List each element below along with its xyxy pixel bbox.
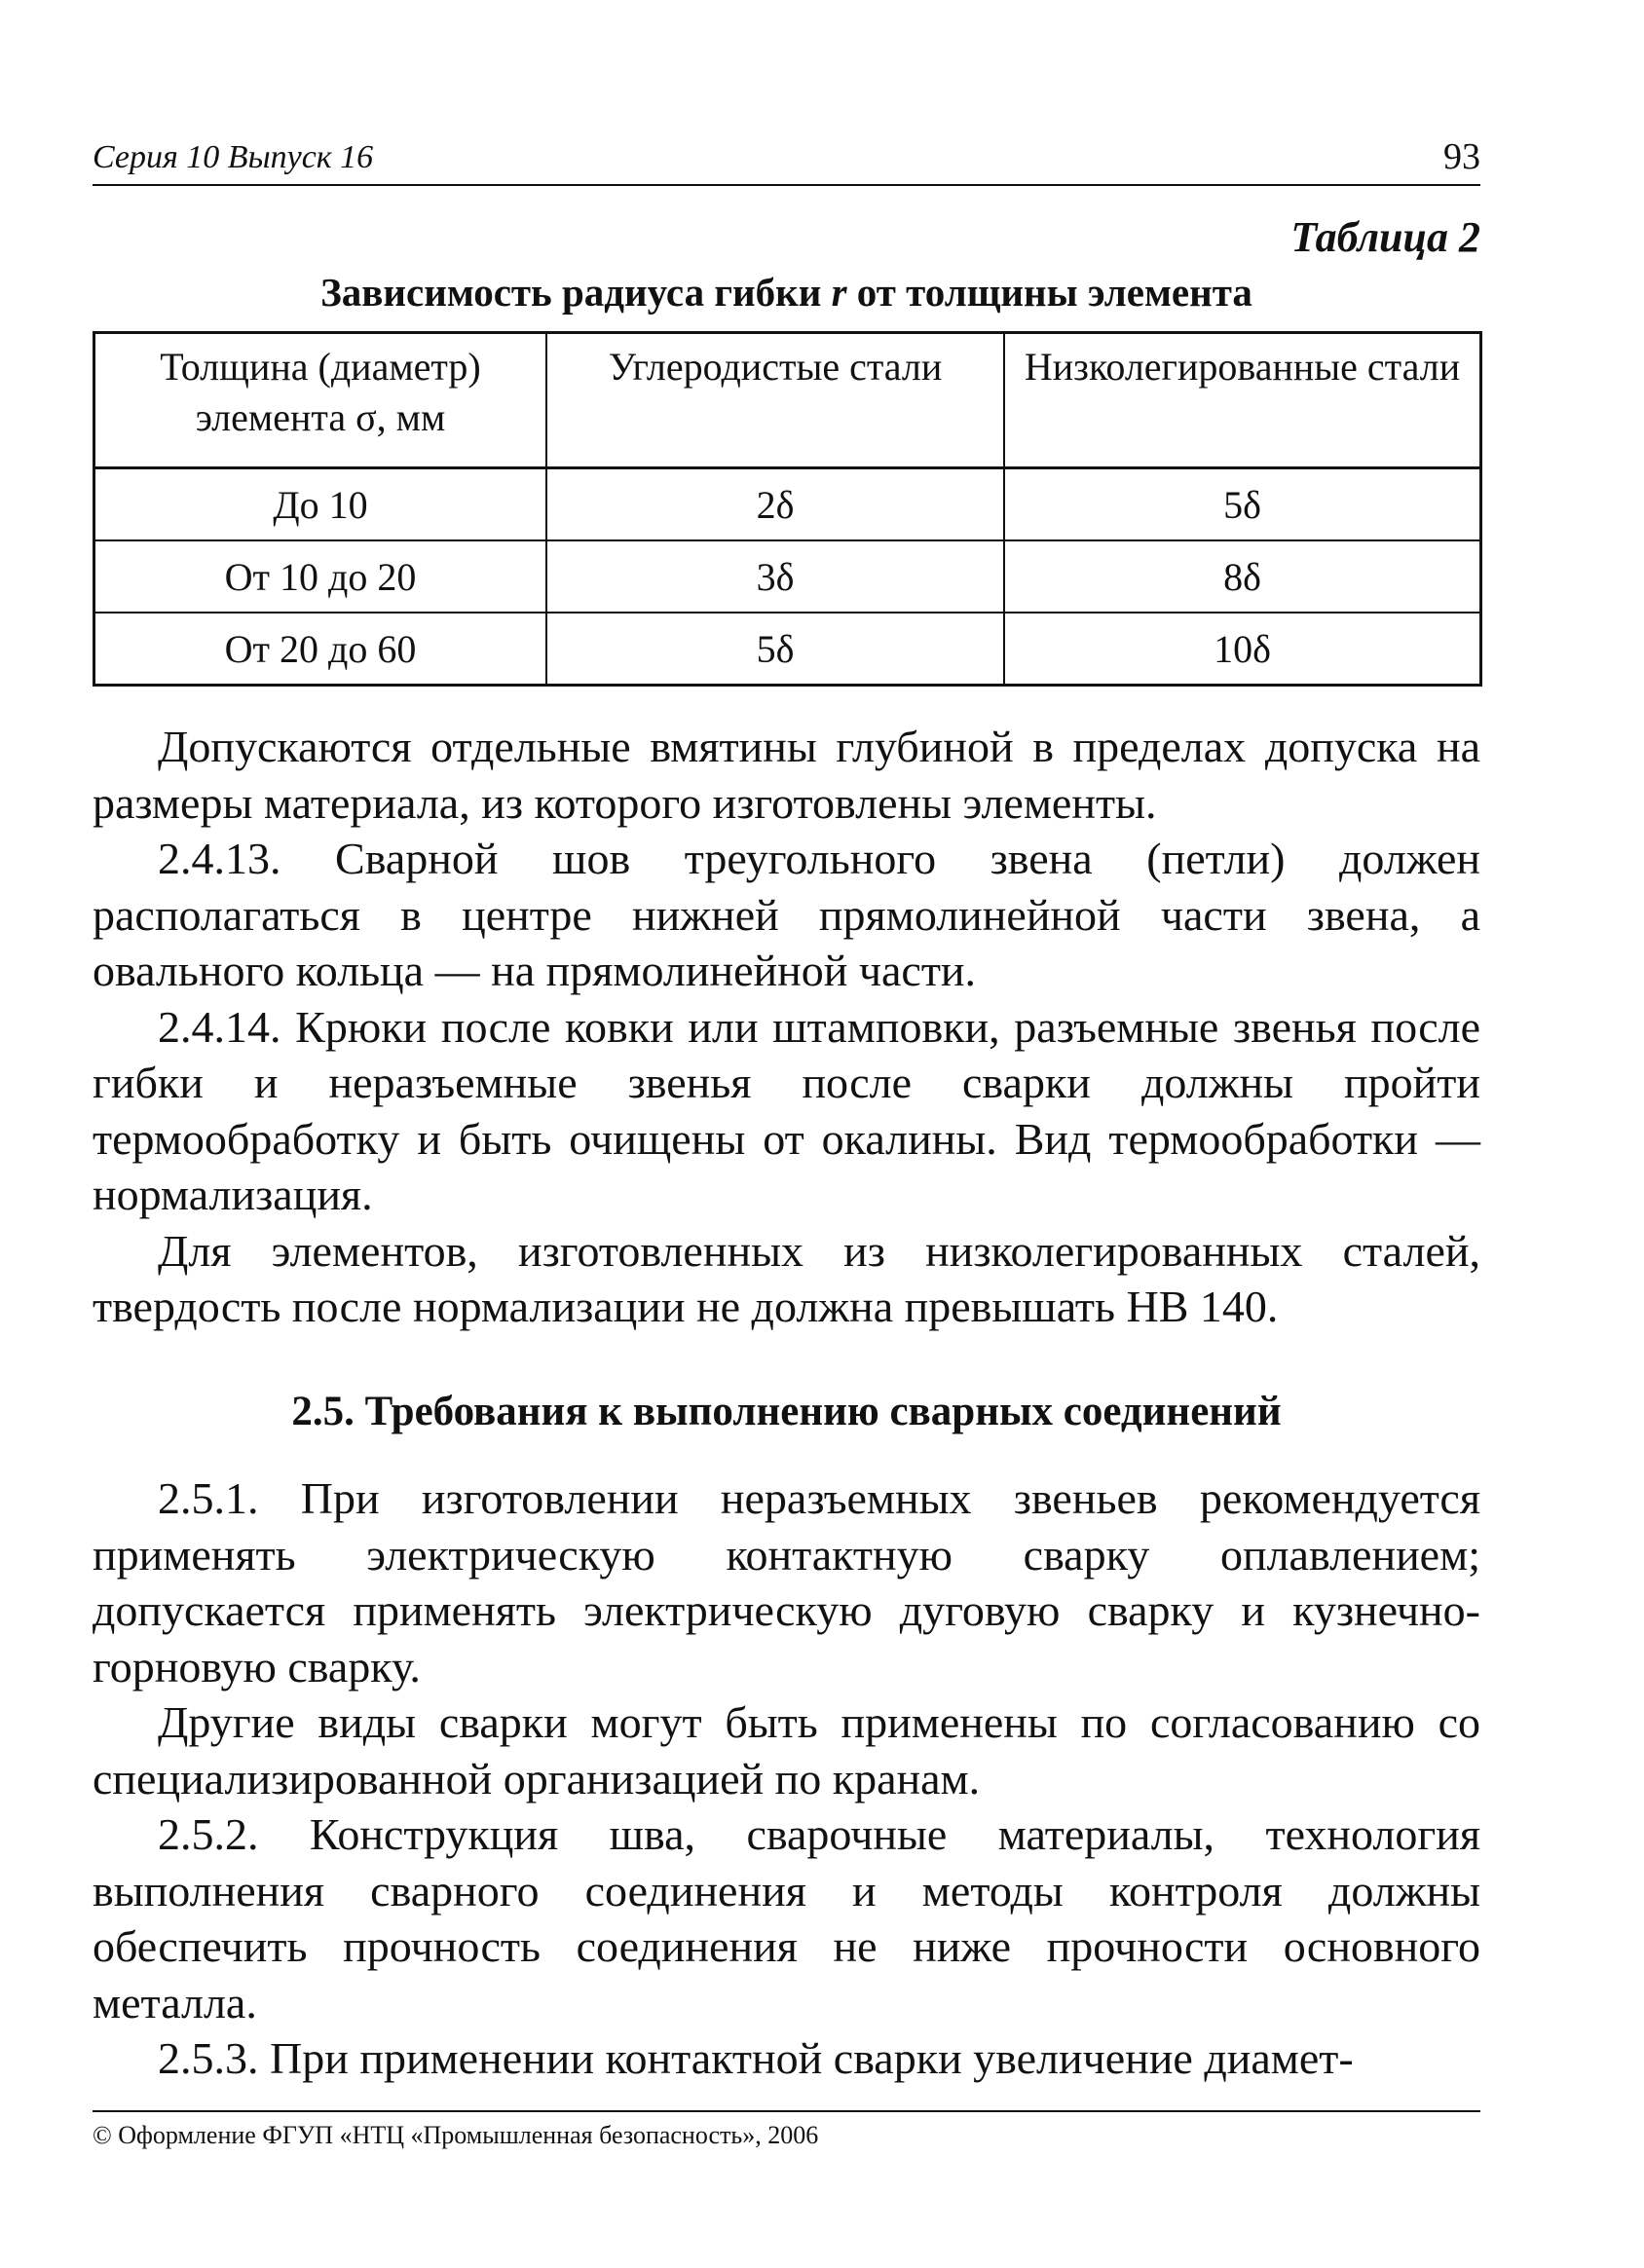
paragraph: 2.4.14. Крюки после ковки или штамповки, разъемные звенья после гибки и неразъемные звенья после сварки должны пройти термообработку и быть очищены от окалины. Вид термообработки — нормализация. [93,1001,1480,1219]
series-title: Серия 10 Выпуск 16 [93,139,374,175]
running-header [93,131,1480,186]
paragraph: 2.4.13. Сварной шов треугольного звена (петли) должен располагаться в центре нижней прямолинейной части звена, а овального кольца — на прямолинейной части. [93,834,1480,995]
table-cell: 2δ [546,468,1004,541]
paragraph: 2.5.3. При применении контактной сварки увеличение диамет- [158,2033,1354,2083]
header-low-alloy-steel: Низколегированные стали [1004,333,1481,468]
paragraph: Допускаются отдельные вмятины глубиной в пределах допуска на размеры материала, из которого изготовлены элементы. [93,722,1480,828]
table-title-variable: r [831,270,847,315]
paragraph: Другие виды сварки могут быть применены по согласованию со специализированной организацией по кранам. [93,1697,1480,1803]
paragraph: 2.5.2. Конструкция шва, сварочные материалы, технология выполнения сварного соединения и методы контроля должны обеспечить прочность соединения не ниже прочности основного металла. [93,1809,1480,2027]
bend-radius-table [93,331,1482,687]
paragraph: 2.5.1. При изготовлении неразъемных звеньев рекомендуется применять электрическую контактную сварку оплавлением; допускается применять электрическую дуговую сварку и кузнечно-горновую сварку. [93,1473,1480,1692]
table-cell: 3δ [546,540,1004,613]
table-header-row [94,333,1481,468]
section-heading: 2.5. Требования к выполнению сварных соединений [291,1389,1282,1434]
table-row [94,468,1481,541]
table-cell: От 10 до 20 [94,540,547,613]
table-row [94,613,1481,686]
table-label: Таблица 2 [1290,213,1480,261]
table-cell: 5δ [1004,468,1481,541]
table-cell: 8δ [1004,540,1481,613]
table-title [93,269,1480,316]
body-text-bottom [93,1470,1480,2087]
page-number: 93 [1443,136,1480,177]
body-text-top [93,719,1480,1335]
paragraph: Для элементов, изготовленных из низколегированных сталей, твердость после нормализации не должна превышать НВ 140. [93,1225,1480,1331]
table-cell: 5δ [546,613,1004,686]
table-cell: До 10 [94,468,547,541]
header-carbon-steel: Углеродистые стали [546,333,1004,468]
table-title-start: Зависимость радиуса гибки [320,270,832,315]
header-thickness: Толщина (диаметр) элемента σ, мм [94,333,547,468]
table-cell: От 20 до 60 [94,613,547,686]
table-row [94,540,1481,613]
table-cell: 10δ [1004,613,1481,686]
table-title-end: от толщины элемента [846,270,1252,315]
footer-copyright: © Оформление ФГУП «НТЦ «Промышленная безопасность», 2006 [93,2121,819,2149]
footer-divider [93,2110,1480,2112]
